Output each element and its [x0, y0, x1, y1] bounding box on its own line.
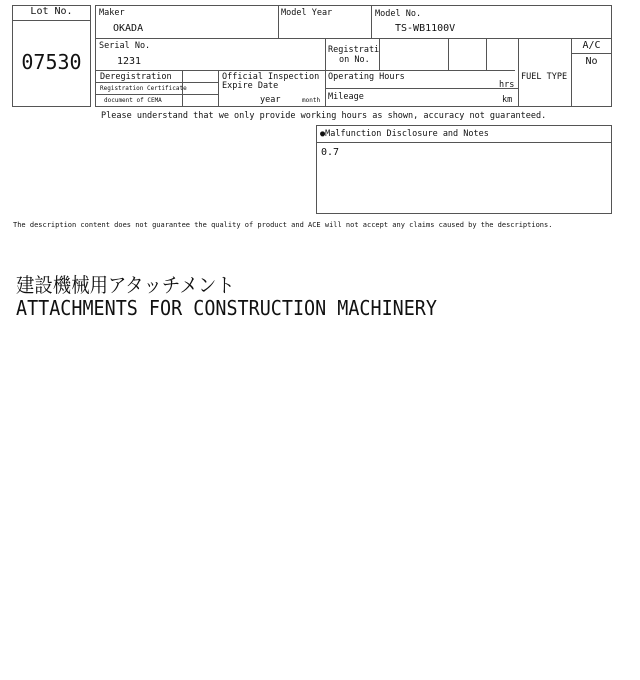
- operating-hours-label: Operating Hours: [328, 72, 405, 82]
- serial-value: 1231: [117, 56, 142, 67]
- model-year-label: Model Year: [281, 8, 333, 18]
- disclaimer: The description content does not guarantee the quality of product and ACE will not accept any claims caused by the descriptions.: [13, 221, 553, 229]
- ac-divider: [571, 53, 612, 54]
- ac-label: A/C: [582, 40, 601, 51]
- malfunction-notes: 0.7: [321, 147, 340, 158]
- reg-cell-3: [486, 38, 487, 70]
- cema-document-label: document of CEMA: [104, 97, 162, 104]
- operating-hours-unit: hrs: [499, 80, 515, 90]
- modelyear-modelno-divider: [371, 5, 372, 38]
- dereg-inspection-divider: [218, 70, 219, 107]
- inspection-month-label: month: [302, 97, 321, 104]
- model-no-value: TS-WB1100V: [395, 23, 456, 34]
- row2-divider-left: [95, 70, 515, 71]
- dereg-divider-1: [95, 82, 218, 83]
- dereg-divider-2: [95, 94, 218, 95]
- maker-value: OKADA: [113, 23, 144, 34]
- heading-japanese: 建設機械用アタッチメント: [16, 273, 235, 297]
- malfunction-divider: [316, 142, 612, 143]
- heading-english: ATTACHMENTS FOR CONSTRUCTION MACHINERY: [16, 296, 437, 320]
- inspection-label-1: Official Inspection: [222, 72, 320, 82]
- registration-certificate-label: Registration Certificate: [100, 85, 187, 92]
- fuel-type-label: FUEL TYPE: [521, 72, 568, 82]
- inspection-year-label: year: [260, 95, 281, 105]
- maker-label: Maker: [99, 8, 125, 18]
- hours-notice: Please understand that we only provide working hours as shown, accuracy not guaranteed.: [101, 111, 547, 121]
- registration-label-2: on No.: [339, 55, 370, 65]
- reg-fuel-divider: [518, 38, 519, 107]
- lot-divider: [12, 20, 91, 21]
- deregistration-label: Deregistration: [100, 72, 172, 82]
- row1-divider: [95, 38, 612, 39]
- registration-label-1: Registrati: [328, 45, 380, 55]
- model-no-label: Model No.: [375, 9, 422, 19]
- serial-label: Serial No.: [99, 41, 151, 51]
- mileage-unit: km: [502, 95, 513, 105]
- hours-mileage-divider: [325, 88, 518, 89]
- serial-reg-divider: [325, 38, 326, 107]
- maker-modelyear-divider: [278, 5, 279, 38]
- inspection-label-2: Expire Date: [222, 81, 279, 91]
- ac-value: No: [585, 56, 598, 67]
- lot-number: 07530: [21, 50, 82, 74]
- reg-cell-2: [448, 38, 449, 70]
- lot-label: Lot No.: [30, 6, 73, 17]
- mileage-label: Mileage: [328, 92, 364, 102]
- malfunction-title: ●Malfunction Disclosure and Notes: [320, 129, 489, 139]
